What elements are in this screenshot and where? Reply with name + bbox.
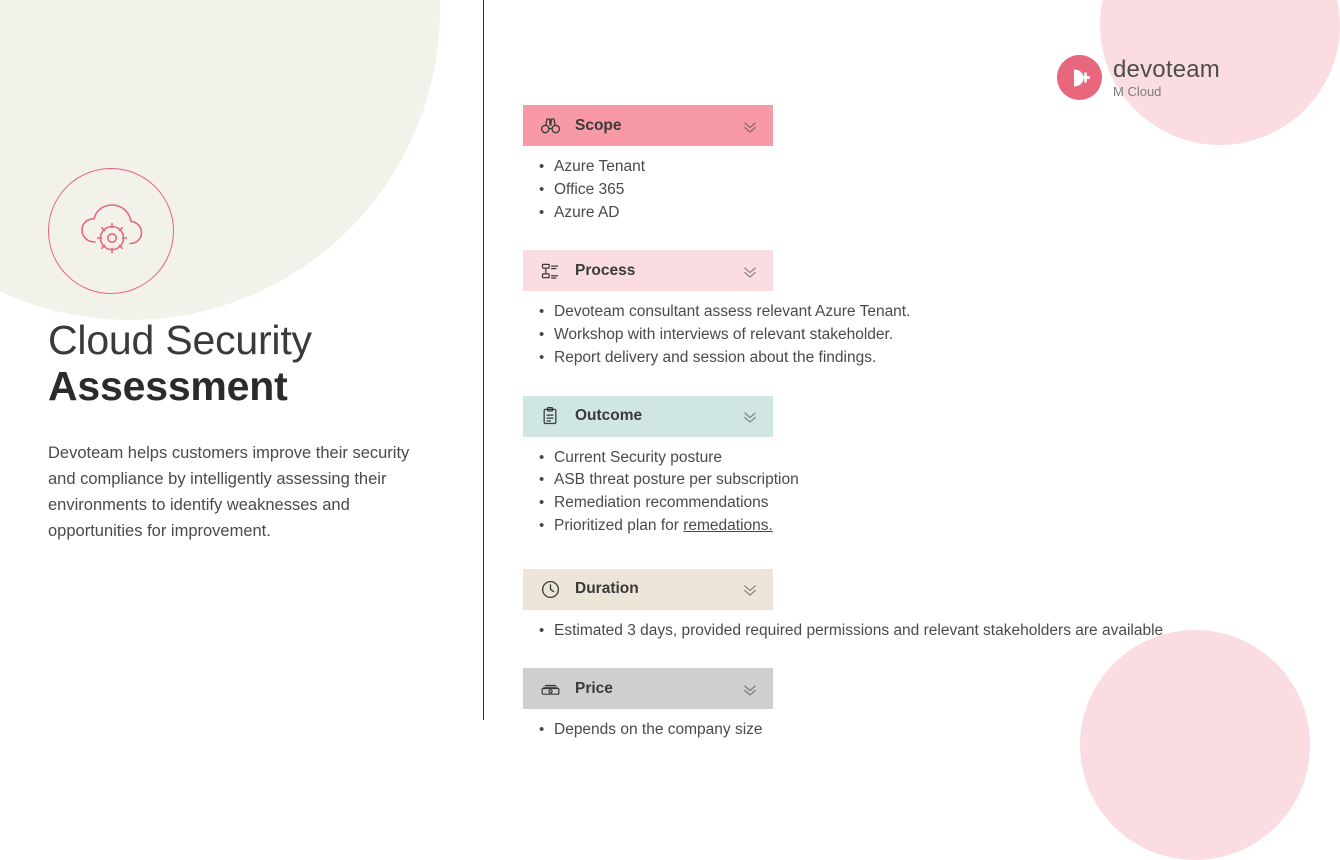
section-header-outcome[interactable] — [523, 396, 773, 437]
section-title-process: Process — [575, 261, 636, 279]
section-duration — [523, 569, 1223, 642]
section-header-duration[interactable] — [523, 569, 773, 610]
title-line-1: Cloud Security — [48, 317, 312, 363]
list-item: • Estimated 3 days, provided required permissions and relevant stakeholders are available — [523, 621, 1223, 642]
list-item: • Depends on the company size — [523, 720, 1223, 741]
logo-text — [1113, 55, 1220, 99]
spacer — [523, 643, 1223, 668]
logo-name: devoteam — [1113, 55, 1220, 83]
left-panel — [0, 0, 484, 720]
intro-paragraph: Devoteam helps customers improve their security and compliance by intelligently assessing their environments to identify weaknesses and opportunities for improvement. — [48, 444, 410, 541]
bullet-list-scope — [523, 157, 1223, 223]
title-line-2: Assessment — [48, 362, 288, 409]
sections-container — [523, 105, 1223, 743]
list-item: • Current Security posture — [523, 448, 1223, 469]
chevron-double-down-icon[interactable] — [741, 117, 759, 135]
cloud-gear-icon — [48, 168, 174, 294]
section-price — [523, 668, 1223, 741]
section-header-scope[interactable] — [523, 105, 773, 146]
section-title-outcome: Outcome — [575, 407, 643, 425]
list-item: • Workshop with interviews of relevant stakeholder. — [523, 325, 1223, 346]
list-item-text: Prioritized plan for — [554, 516, 684, 534]
chevron-double-down-icon[interactable] — [741, 262, 759, 280]
bullet-list-process — [523, 302, 1223, 368]
chevron-double-down-icon[interactable] — [741, 580, 759, 598]
devoteam-d-icon — [1057, 55, 1102, 100]
list-item-with-link — [523, 516, 1223, 537]
bullet-list-duration — [523, 621, 1223, 642]
list-item: • Report delivery and session about the findings. — [523, 348, 1223, 369]
clock-icon — [539, 578, 561, 600]
section-title-duration: Duration — [575, 580, 639, 598]
clipboard-icon — [539, 405, 561, 427]
bullet-list-outcome — [523, 448, 1223, 537]
page-title — [48, 318, 448, 410]
section-outcome — [523, 396, 1223, 537]
spacer — [523, 371, 1223, 396]
list-item: • Azure AD — [523, 203, 1223, 224]
bullet-list-price — [523, 720, 1223, 741]
list-item: • ASB threat posture per subscription — [523, 470, 1223, 491]
list-item: • Office 365 — [523, 180, 1223, 201]
remediations-link[interactable]: remedations. — [683, 516, 773, 534]
section-title-scope: Scope — [575, 116, 622, 134]
spacer — [523, 539, 1223, 569]
spacer — [523, 225, 1223, 250]
money-stack-icon — [539, 678, 561, 700]
section-header-price[interactable] — [523, 668, 773, 709]
devoteam-logo — [1057, 55, 1220, 100]
chevron-double-down-icon[interactable] — [741, 407, 759, 425]
section-process — [523, 250, 1223, 368]
list-item: • Azure Tenant — [523, 157, 1223, 178]
section-header-process[interactable] — [523, 250, 773, 291]
section-scope — [523, 105, 1223, 223]
list-item: • Devoteam consultant assess relevant Azure Tenant. — [523, 302, 1223, 323]
chevron-double-down-icon[interactable] — [741, 680, 759, 698]
logo-subtitle: M Cloud — [1113, 83, 1162, 99]
process-list-icon — [539, 260, 561, 282]
section-title-price: Price — [575, 679, 613, 697]
list-item: • Remediation recommendations — [523, 493, 1223, 514]
binoculars-icon — [539, 115, 561, 137]
